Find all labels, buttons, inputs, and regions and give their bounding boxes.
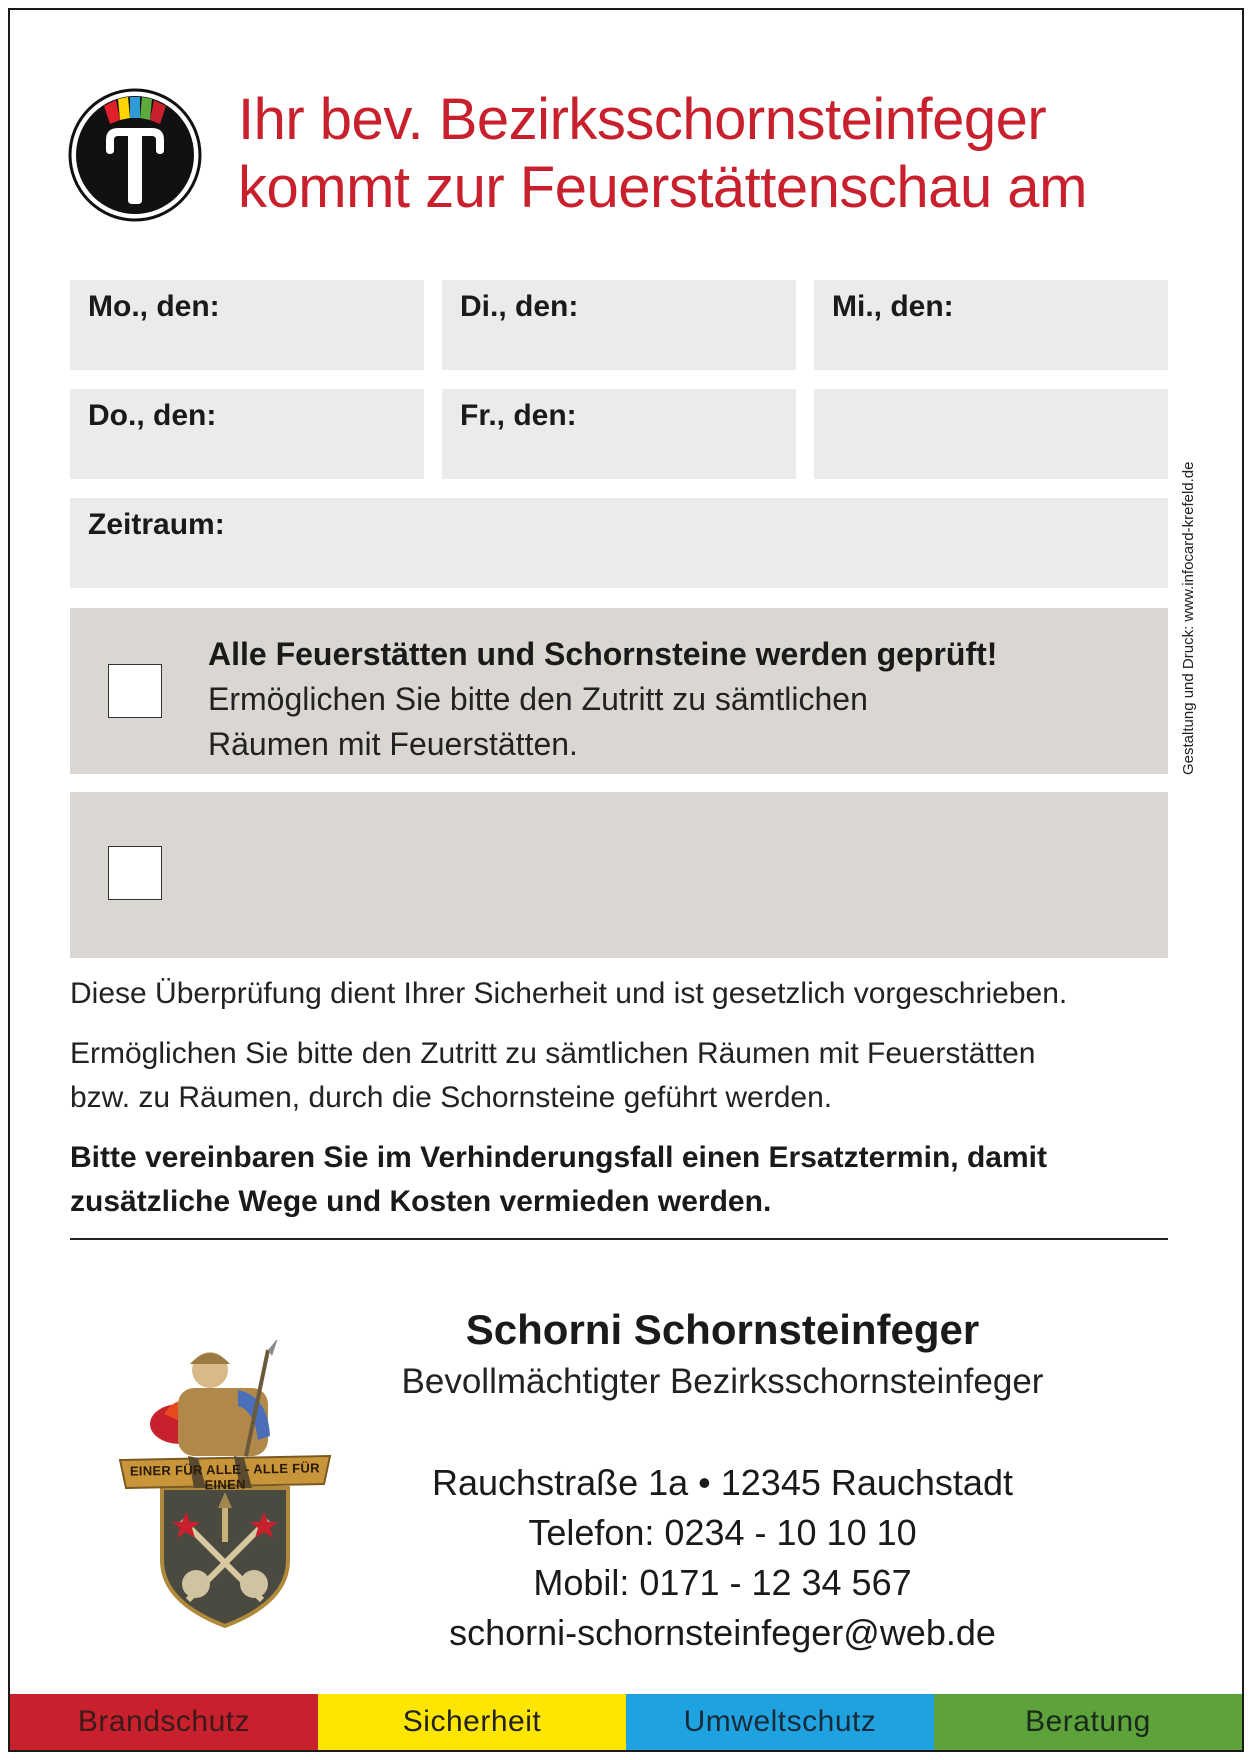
company-title: Bevollmächtigter Bezirksschornsteinfeger	[401, 1362, 1044, 1401]
chimney-sweep-guild-logo-icon	[68, 88, 202, 222]
option-all-inspected	[70, 608, 1168, 774]
title-line-2: kommt zur Feuerstättenschau am	[238, 155, 1087, 220]
monday-date-field[interactable]: Mo., den:	[70, 280, 424, 370]
reschedule-notice	[70, 1136, 1047, 1224]
print-credit: Gestaltung und Druck: www.infocard-krefeld.de	[1180, 461, 1197, 775]
access-notice-line-1: Ermöglichen Sie bitte den Zutritt zu sämtlichen Räumen mit Feuerstätten	[70, 1037, 1036, 1070]
blank-date-field[interactable]	[814, 389, 1168, 479]
reschedule-notice-line-1: Bitte vereinbaren Sie im Verhinderungsfall einen Ersatztermin, damit	[70, 1141, 1047, 1174]
divider	[70, 1238, 1168, 1240]
time-range-field[interactable]: Zeitraum:	[70, 498, 1168, 588]
company-name: Schorni Schornsteinfeger	[465, 1306, 980, 1353]
option-1-checkbox[interactable]	[108, 664, 162, 718]
footer-consulting: Beratung	[934, 1694, 1242, 1750]
option-2-checkbox[interactable]	[108, 846, 162, 900]
footer-safety: Sicherheit	[318, 1694, 626, 1750]
thursday-date-field[interactable]: Do., den:	[70, 389, 424, 479]
safety-notice: Diese Überprüfung dient Ihrer Sicherheit und ist gesetzlich vorgeschrieben.	[70, 977, 1068, 1010]
footer-strip	[10, 1694, 1242, 1750]
footer-environment: Umweltschutz	[626, 1694, 934, 1750]
option-1-text	[208, 632, 997, 767]
page-title	[238, 86, 1087, 222]
company-phone: Telefon: 0234 - 10 10 10	[528, 1512, 917, 1553]
wednesday-date-field[interactable]: Mi., den:	[814, 280, 1168, 370]
crest-motto: EINER FÜR ALLE - ALLE FÜR EINEN	[129, 1460, 320, 1493]
company-mobile: Mobil: 0171 - 12 34 567	[533, 1562, 912, 1603]
option-1-line-2: Ermöglichen Sie bitte den Zutritt zu sämtlichen	[208, 681, 868, 717]
friday-date-field[interactable]: Fr., den:	[442, 389, 796, 479]
option-1-headline: Alle Feuerstätten und Schornsteine werden geprüft!	[208, 636, 998, 672]
company-email: schorni-schornsteinfeger@web.de	[449, 1612, 996, 1653]
tuesday-date-field[interactable]: Di., den:	[442, 280, 796, 370]
access-notice-line-2: bzw. zu Räumen, durch die Schornsteine geführt werden.	[70, 1081, 833, 1114]
option-1-line-3: Räumen mit Feuerstätten.	[208, 726, 578, 762]
company-address: Rauchstraße 1a • 12345 Rauchstadt	[432, 1462, 1013, 1503]
option-blank	[70, 792, 1168, 958]
footer-fire-protection: Brandschutz	[10, 1694, 318, 1750]
reschedule-notice-line-2: zusätzliche Wege und Kosten vermieden werden.	[70, 1185, 772, 1218]
access-notice	[70, 1032, 1035, 1120]
title-line-1: Ihr bev. Bezirksschornsteinfeger	[238, 87, 1047, 152]
